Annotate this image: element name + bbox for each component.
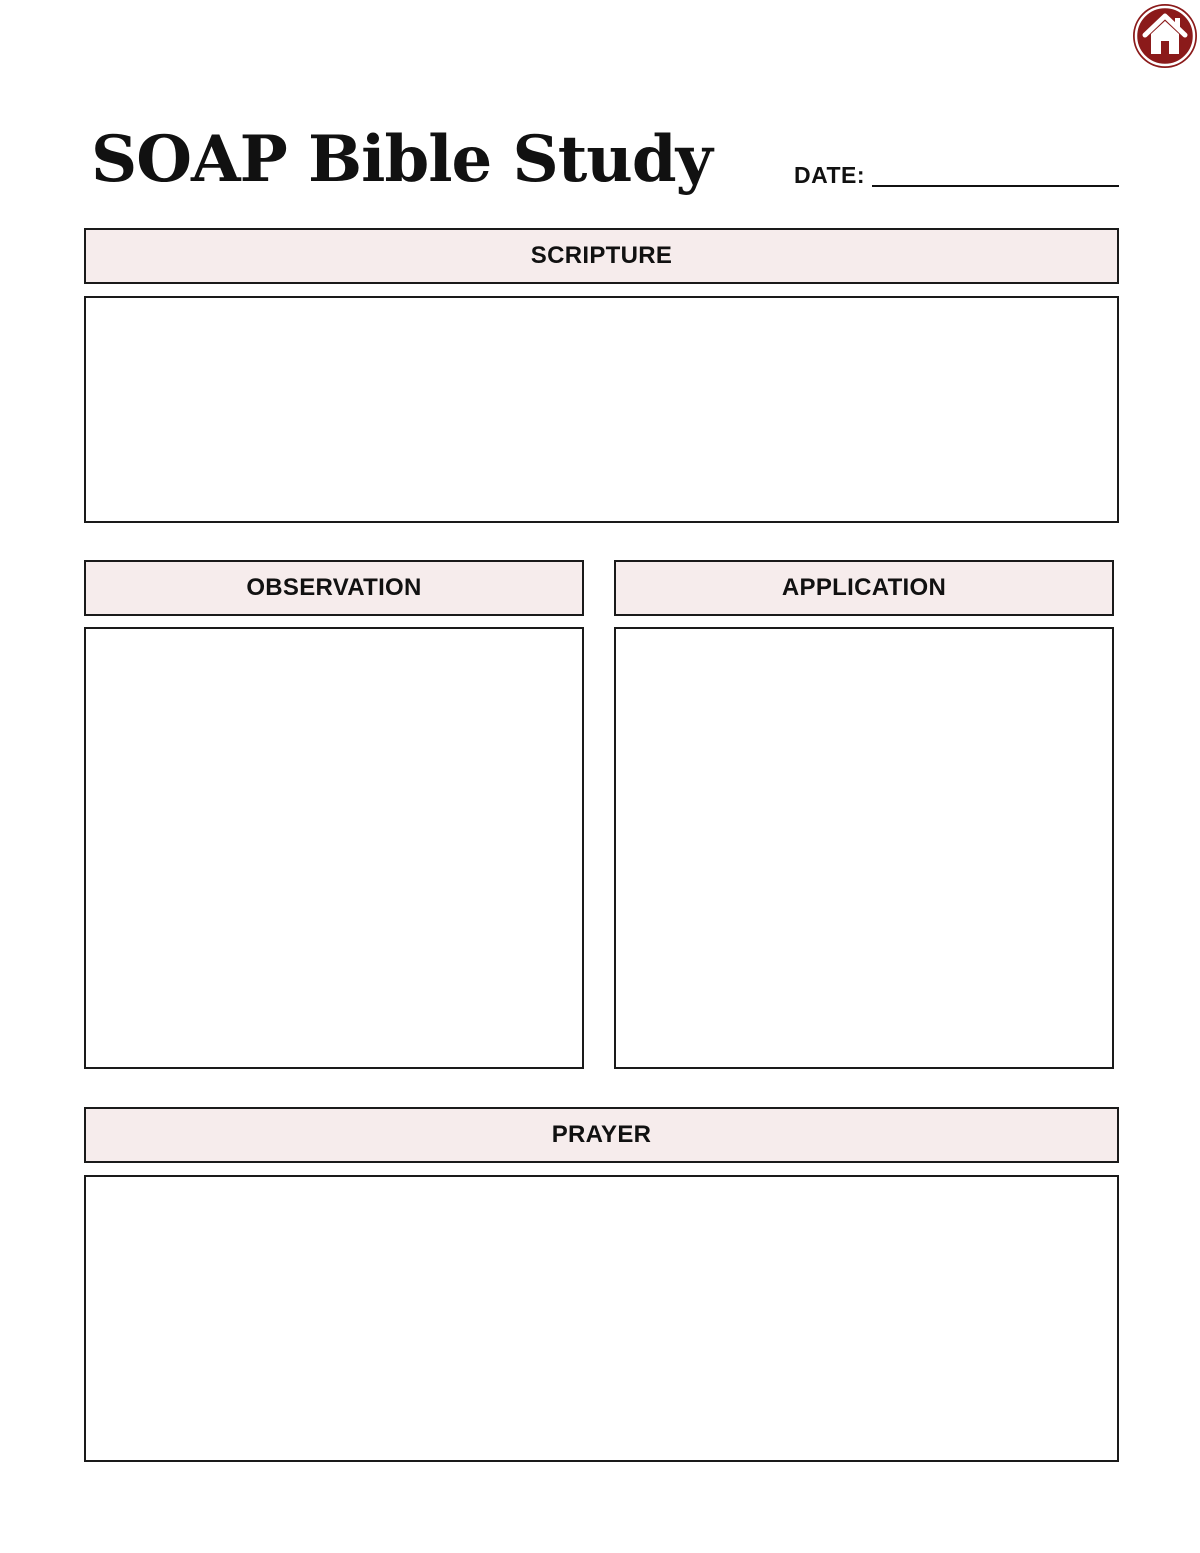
page-title: SOAP Bible Study	[91, 122, 712, 197]
observation-header	[84, 560, 584, 616]
prayer-box[interactable]	[84, 1175, 1119, 1462]
prayer-label: PRAYER	[551, 1121, 652, 1148]
application-box[interactable]	[614, 627, 1114, 1069]
application-label: APPLICATION	[781, 574, 947, 601]
prayer-header	[84, 1107, 1119, 1163]
application-header	[614, 560, 1114, 616]
observation-label: OBSERVATION	[246, 574, 422, 601]
scripture-header	[84, 228, 1119, 284]
scripture-box[interactable]	[84, 296, 1119, 523]
scripture-label: SCRIPTURE	[530, 242, 673, 269]
home-button[interactable]	[1133, 4, 1197, 68]
home-icon	[1133, 4, 1197, 68]
observation-box[interactable]	[84, 627, 584, 1069]
date-field[interactable]	[872, 185, 1119, 187]
date-label: DATE:	[794, 162, 866, 188]
